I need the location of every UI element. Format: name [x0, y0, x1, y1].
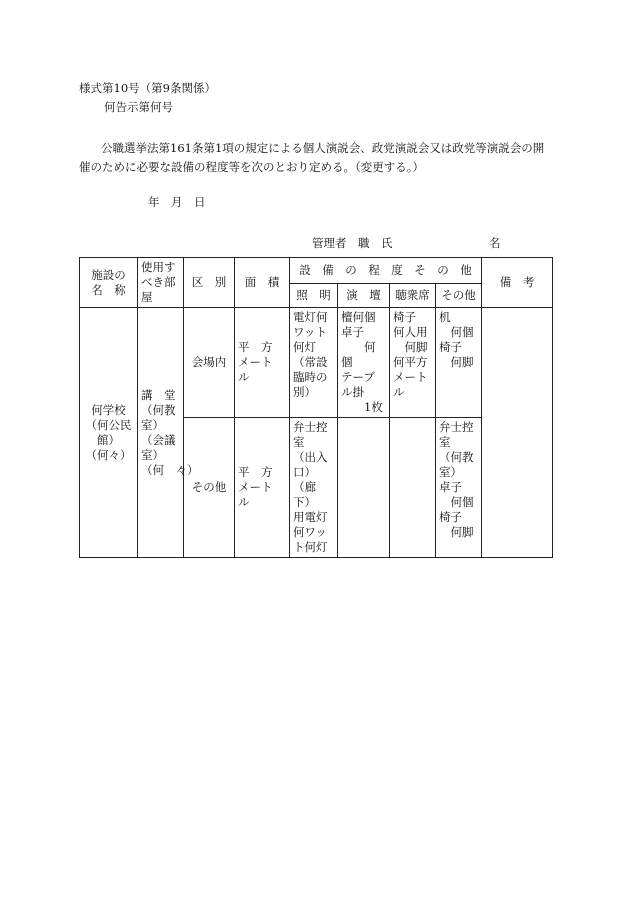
cell-audience-seats: 椅子 何人用 何脚 何平方 メート ル — [390, 308, 436, 418]
cell-area: 平 方 メート ル — [235, 308, 290, 418]
cell-category: 会場内 — [184, 308, 235, 418]
cell-lighting: 電灯何 ワット 何灯 （常設 臨時の 別） — [290, 308, 338, 418]
form-number: 様式第10号（第9条関係） — [79, 81, 216, 95]
cell-podium — [338, 418, 390, 558]
header-lighting: 照 明 — [290, 284, 338, 308]
header-podium: 演 壇 — [338, 284, 390, 308]
cell-lighting: 弁士控 室 （出入口） （廊 下） 用電灯 何ワッ ト何灯 — [290, 418, 338, 558]
notice-number: 何告示第何号 — [104, 100, 173, 114]
cell-audience-seats — [390, 418, 436, 558]
header-remarks: 備 考 — [482, 258, 553, 308]
header-audience-seats: 聴衆席 — [390, 284, 436, 308]
header-area: 面 積 — [235, 258, 290, 308]
name-label: 名 — [489, 236, 501, 250]
equipment-table — [79, 257, 553, 558]
cell-remarks — [482, 308, 553, 558]
header-equipment-group: 設 備 の 程 度 そ の 他 — [290, 258, 482, 284]
header-category: 区 別 — [184, 258, 235, 308]
cell-room-value: 講 堂 （何教室） （会議室） （何 々） — [138, 308, 184, 558]
table-row — [80, 308, 553, 418]
cell-other: 机 何個 椅子 何脚 — [436, 308, 482, 418]
manager-label: 管理者 職 氏 — [312, 236, 393, 250]
header-other: その他 — [436, 284, 482, 308]
cell-area: 平 方 メート ル — [235, 418, 290, 558]
date-line: 年 月 日 — [148, 195, 206, 209]
cell-category: その他 — [184, 418, 235, 558]
cell-other: 弁士控 室 （何教室） 卓子 何個 椅子 何脚 — [436, 418, 482, 558]
header-room-to-use: 使用す べき部 屋 — [138, 258, 184, 308]
cell-podium: 檀何個 卓子 何個 テーブ ル掛 1枚 — [338, 308, 390, 418]
header-facility-name: 施設の 名 称 — [80, 258, 138, 308]
cell-facility-value: 何学校 （何公民 館） （何々） — [80, 308, 138, 558]
body-paragraph: 公職選挙法第161条第1項の規定による個人演説会、政党演説会又は政党等演説会の開催のために必要な設備の程度等を次のとおり定める。（変更する。） — [79, 141, 545, 174]
